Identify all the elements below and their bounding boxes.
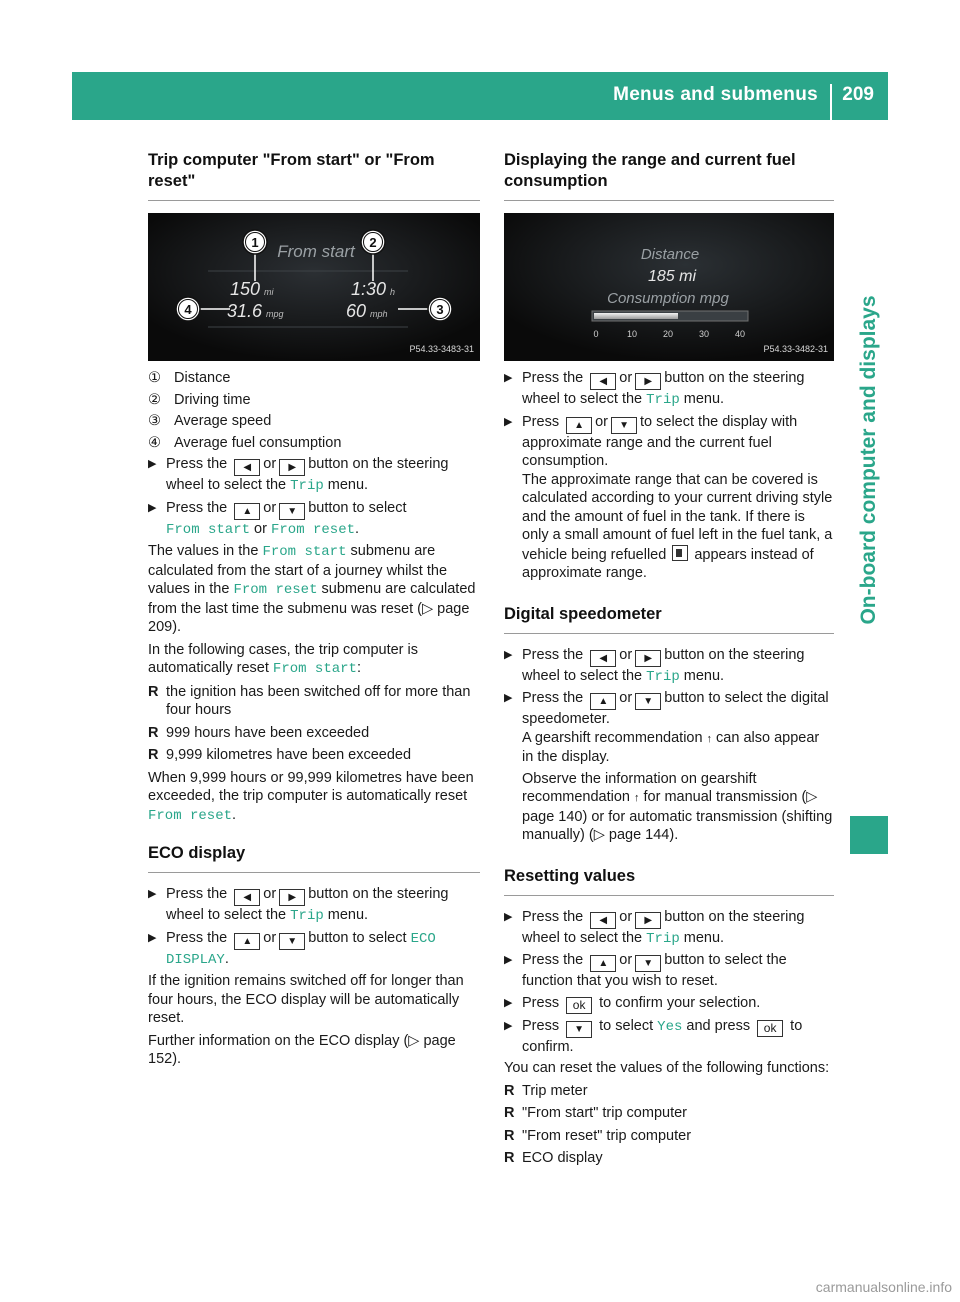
instruction-step: ▶ Press the ◀ or ▶ button on the steering wheel to select the Trip menu. bbox=[504, 646, 805, 685]
svg-text:1: 1 bbox=[251, 235, 259, 250]
instruction-step: ▶ Press the ◀ or ▶ button on the steering wheel to select the Trip menu. bbox=[504, 370, 805, 408]
paragraph: The values in the From start submenu are calculated from the start of a journey whilst the values in the From reset submenu are calculated from the last time the submenu was reset (▷ page 209). bbox=[148, 543, 476, 635]
list-item bbox=[504, 1104, 834, 1123]
menu-name-trip: Trip bbox=[646, 930, 680, 947]
step-arrow-icon: ▶ bbox=[148, 501, 157, 514]
down-button-icon: ▼ bbox=[611, 417, 637, 434]
step-arrow-icon: ▶ bbox=[504, 415, 513, 428]
instruction-step: ▶ Press the ◀ or ▶ button on the steering wheel to select the Trip menu. bbox=[504, 908, 805, 947]
paragraph: If the ignition remains switched off for longer than four hours, the ECO display will be automatically reset. bbox=[148, 973, 464, 1026]
left-button-icon: ◀ bbox=[234, 459, 260, 476]
step-arrow-icon: ▶ bbox=[148, 931, 157, 944]
step-text: or bbox=[263, 456, 277, 472]
step-text: Press the bbox=[166, 456, 228, 472]
paragraph: You can reset the values of the following functions: bbox=[504, 1060, 830, 1076]
menu-name-trip: Trip bbox=[646, 668, 680, 685]
legend-text: Average speed bbox=[174, 413, 272, 429]
up-button-icon: ▲ bbox=[566, 417, 592, 434]
scale-tick-label: 40 bbox=[734, 329, 746, 339]
figure1-title: From start bbox=[277, 242, 355, 261]
paragraph: Further information on the ECO display (▷ page 152). bbox=[148, 1032, 456, 1067]
instruction-step: ▶ Press ok to confirm your selection. bbox=[504, 994, 761, 1012]
header-separator bbox=[830, 84, 832, 120]
legend-text: Driving time bbox=[174, 391, 251, 408]
step-arrow-icon: ▶ bbox=[504, 954, 513, 966]
figure2-distance-label: Distance bbox=[640, 246, 700, 263]
figure1-distance-unit: mi bbox=[264, 287, 274, 297]
left-column bbox=[148, 150, 480, 1073]
callout-4 bbox=[176, 297, 200, 321]
step-text: button to select bbox=[308, 499, 407, 516]
legend-number: ④ bbox=[148, 434, 161, 451]
menu-name-from-start: From start bbox=[262, 544, 347, 560]
header-bar bbox=[72, 72, 888, 120]
ok-button-icon: ok bbox=[566, 997, 592, 1014]
step-arrow-icon: ▶ bbox=[504, 648, 513, 661]
figure2-distance-value: 185 mi bbox=[647, 268, 697, 285]
up-button-icon: ▲ bbox=[590, 955, 616, 972]
legend-item bbox=[148, 434, 480, 453]
list-item bbox=[504, 1149, 834, 1168]
right-button-icon: ▶ bbox=[635, 650, 661, 667]
ok-button-icon: ok bbox=[757, 1020, 783, 1037]
up-button-icon: ▲ bbox=[590, 693, 616, 710]
bullet-icon: R bbox=[504, 1105, 515, 1121]
legend-number: ③ bbox=[148, 413, 161, 429]
step-arrow-icon: ▶ bbox=[148, 888, 157, 900]
bullet-icon: R bbox=[148, 747, 159, 763]
list-item-text: the ignition has been switched off for more than four hours bbox=[166, 683, 471, 718]
step-text: or bbox=[263, 499, 277, 516]
range-figure bbox=[504, 213, 834, 361]
svg-text:2: 2 bbox=[369, 235, 377, 250]
legend-text: Average fuel consumption bbox=[174, 434, 342, 451]
paragraph: When 9,999 hours or 99,999 kilometres have been exceeded, the trip computer is automatically reset From reset. bbox=[148, 769, 474, 824]
list-item bbox=[504, 1082, 834, 1101]
section-title-range: Displaying the range and current fuel consumption bbox=[504, 150, 834, 201]
bullet-icon: R bbox=[504, 1150, 515, 1166]
down-button-icon: ▼ bbox=[635, 955, 661, 972]
legend-number: ① bbox=[148, 370, 161, 386]
side-tab-marker bbox=[850, 816, 888, 854]
instruction-step bbox=[148, 455, 480, 496]
callout-2 bbox=[361, 230, 385, 254]
down-button-icon: ▼ bbox=[566, 1021, 592, 1038]
bullet-icon: R bbox=[504, 1082, 515, 1099]
list-item-text: "From start" trip computer bbox=[522, 1105, 687, 1121]
list-item-text: "From reset" trip computer bbox=[522, 1127, 692, 1144]
menu-name-from-reset: From reset bbox=[270, 521, 355, 538]
list-item-text: 999 hours have been exceeded bbox=[166, 724, 370, 741]
bullet-icon: R bbox=[148, 724, 159, 741]
scale-tick-label: 10 bbox=[626, 329, 638, 339]
step-text: or bbox=[254, 520, 267, 537]
figure1-time-value: 1:30 bbox=[350, 279, 386, 299]
menu-name-from-reset: From reset bbox=[148, 807, 233, 824]
instruction-step: ▶ Press the ▲ or ▼ button to select the function that you wish to reset. bbox=[504, 952, 787, 989]
callout-1 bbox=[243, 230, 267, 254]
menu-name-from-start: From start bbox=[272, 661, 357, 677]
scale-tick-label: 30 bbox=[698, 329, 710, 339]
legend-number: ② bbox=[148, 391, 161, 408]
left-button-icon: ◀ bbox=[590, 912, 616, 929]
gearshift-icon: ↑ bbox=[634, 792, 640, 804]
instruction-step: ▶ Press the ◀ or ▶ button on the steering wheel to select the Trip menu. bbox=[148, 886, 449, 924]
legend-item bbox=[148, 412, 480, 431]
side-tab-label: On-board computer and displays bbox=[856, 295, 880, 625]
bullet-icon: R bbox=[504, 1127, 515, 1144]
legend-item bbox=[148, 369, 480, 388]
menu-name-trip: Trip bbox=[290, 478, 324, 494]
legend-item bbox=[148, 391, 480, 410]
option-yes: Yes bbox=[657, 1018, 683, 1035]
refuel-icon bbox=[672, 545, 688, 561]
figure1-speed-unit: mph bbox=[370, 309, 388, 319]
paragraph: In the following cases, the trip computer is automatically reset From start: bbox=[148, 641, 418, 677]
menu-name-trip: Trip bbox=[646, 392, 680, 408]
step-arrow-icon: ▶ bbox=[504, 1019, 513, 1032]
left-button-icon: ◀ bbox=[234, 889, 260, 906]
step-arrow-icon: ▶ bbox=[148, 458, 157, 470]
scale-tick-label: 0 bbox=[593, 329, 599, 339]
legend-text: Distance bbox=[174, 370, 231, 386]
step-arrow-icon: ▶ bbox=[504, 910, 513, 923]
down-button-icon: ▼ bbox=[279, 503, 305, 520]
menu-name-trip: Trip bbox=[290, 908, 324, 924]
bullet-icon: R bbox=[148, 683, 159, 700]
right-button-icon: ▶ bbox=[279, 889, 305, 906]
page-number: 209 bbox=[842, 84, 874, 105]
up-button-icon: ▲ bbox=[234, 503, 260, 520]
up-button-icon: ▲ bbox=[234, 933, 260, 950]
scale-tick-label: 20 bbox=[662, 329, 674, 339]
menu-name-from-reset: From reset bbox=[233, 582, 318, 598]
list-item-text: ECO display bbox=[522, 1150, 603, 1166]
step-arrow-icon: ▶ bbox=[504, 996, 513, 1009]
instruction-step: ▶ Press ▲ or ▼ to select the display with approximate range and the current fuel consumption. The approximate range that can be covered is calculated according to your current driving style and the amount of fuel in the tank. If there is only a small amount of fuel left in the fuel tank, a vehicle being refuelled appears instead of approximate range. bbox=[504, 413, 834, 586]
step-arrow-icon: ▶ bbox=[504, 372, 513, 384]
list-item bbox=[148, 724, 480, 743]
svg-text:4: 4 bbox=[184, 302, 192, 317]
figure2-code: P54.33-3482-31 bbox=[763, 343, 828, 354]
consumption-bar-fill bbox=[594, 313, 678, 319]
figure1-code: P54.33-3483-31 bbox=[409, 343, 474, 354]
figure1-consumption-value: 31.6 bbox=[226, 301, 262, 321]
step-text: . bbox=[355, 520, 360, 537]
figure1-distance-value: 150 bbox=[229, 279, 260, 299]
figure2-consumption-label: Consumption mpg bbox=[607, 290, 729, 307]
footer-watermark: carmanualsonline.info bbox=[815, 1278, 952, 1295]
right-button-icon: ▶ bbox=[279, 459, 305, 476]
list-item-text: Trip meter bbox=[522, 1082, 588, 1099]
step-text: menu. bbox=[327, 477, 369, 493]
menu-name-eco-display: ECO DISPLAY bbox=[166, 930, 436, 968]
list-item bbox=[148, 746, 480, 765]
figure1-consumption-unit: mpg bbox=[266, 309, 284, 319]
section-title-eco-display: ECO display bbox=[148, 843, 480, 873]
step-text: button on the steering wheel to select the bbox=[166, 456, 449, 493]
list-item bbox=[148, 683, 480, 720]
svg-text:3: 3 bbox=[436, 302, 444, 317]
callout-3 bbox=[428, 297, 452, 321]
step-text: Press the bbox=[166, 499, 228, 516]
right-button-icon: ▶ bbox=[635, 912, 661, 929]
gearshift-icon: ↑ bbox=[706, 732, 713, 745]
list-item bbox=[504, 1127, 834, 1146]
header-title: Menus and submenus bbox=[613, 84, 818, 105]
left-button-icon: ◀ bbox=[590, 650, 616, 667]
down-button-icon: ▼ bbox=[635, 693, 661, 710]
step-arrow-icon: ▶ bbox=[504, 692, 513, 704]
menu-name-from-start: From start bbox=[166, 521, 251, 538]
section-title-trip-computer: Trip computer "From start" or "From reset" bbox=[148, 150, 480, 201]
right-button-icon: ▶ bbox=[635, 373, 661, 390]
left-button-icon: ◀ bbox=[590, 373, 616, 390]
instruction-step: ▶ Press the ▲ or ▼ button to select ECO DISPLAY. bbox=[148, 929, 436, 968]
down-button-icon: ▼ bbox=[279, 933, 305, 950]
trip-computer-figure bbox=[148, 213, 480, 361]
instruction-step: ▶ Press the ▲ or ▼ button to select the digital speedometer. A gearshift recommendation ↑ can also appear in the display. Observe the information on gearshift recommendation ↑ for manual transmission (▷ page 140) or for automatic transmission (shifting manually) (▷ page 144). bbox=[504, 689, 834, 848]
right-column bbox=[504, 150, 834, 1172]
instruction-step: ▶ Press ▼ to select Yes and press ok to confirm. bbox=[504, 1017, 803, 1055]
instruction-step bbox=[148, 499, 480, 540]
figure1-speed-value: 60 bbox=[345, 301, 366, 321]
section-title-digital-speedometer: Digital speedometer bbox=[504, 604, 834, 634]
figure1-time-unit: h bbox=[390, 287, 396, 297]
section-title-resetting-values: Resetting values bbox=[504, 866, 834, 896]
list-item-text: 9,999 kilometres have been exceeded bbox=[166, 747, 412, 763]
